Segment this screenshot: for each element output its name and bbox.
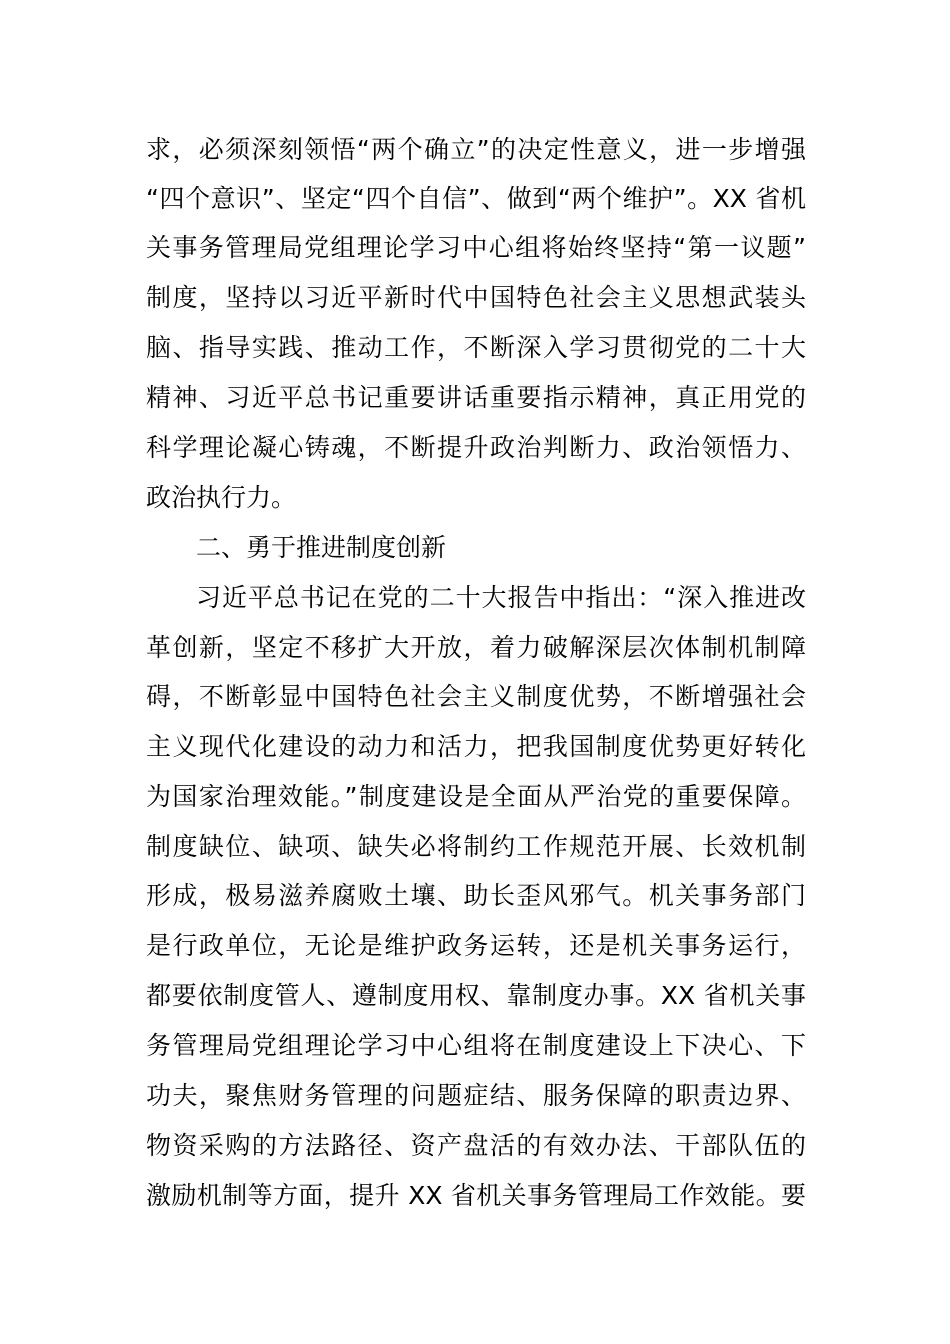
paragraph-line: 务管理局党组理论学习中心组将在制度建设上下决心、下 (146, 1031, 806, 1060)
paragraph-line: 物资采购的方法路径、资产盘活的有效办法、干部队伍的 (146, 1131, 806, 1160)
paragraph-line: 习近平总书记在党的二十大报告中指出：“深入推进改 (196, 583, 806, 612)
paragraph-line: 为国家治理效能。”制度建设是全面从严治党的重要保障。 (146, 782, 806, 811)
paragraph-line: 功夫，聚焦财务管理的问题症结、服务保障的职责边界、 (146, 1081, 806, 1110)
paragraph-line: 主义现代化建设的动力和活力，把我国制度优势更好转化 (146, 732, 806, 761)
section-heading: 二、勇于推进制度创新 (196, 533, 447, 562)
paragraph-line: 制度，坚持以习近平新时代中国特色社会主义思想武装头 (146, 283, 806, 312)
paragraph-line: 碍，不断彰显中国特色社会主义制度优势，不断增强社会 (146, 682, 806, 711)
paragraph-line: 激励机制等方面，提升 XX 省机关事务管理局工作效能。要 (146, 1181, 806, 1210)
paragraph-line: 科学理论凝心铸魂，不断提升政治判断力、政治领悟力、 (146, 433, 806, 462)
paragraph-line: 关事务管理局党组理论学习中心组将始终坚持“第一议题” (146, 233, 806, 262)
paragraph-line: 形成，极易滋养腐败土壤、助长歪风邪气。机关事务部门 (146, 881, 806, 910)
paragraph-line: 精神、习近平总书记重要讲话重要指示精神，真正用党的 (146, 383, 806, 412)
paragraph-line: 政治执行力。 (146, 483, 297, 512)
paragraph-line: 是行政单位，无论是维护政务运转，还是机关事务运行， (146, 931, 806, 960)
paragraph-line: 都要依制度管人、遵制度用权、靠制度办事。XX 省机关事 (146, 981, 806, 1010)
paragraph-line: 革创新，坚定不移扩大开放，着力破解深层次体制机制障 (146, 633, 806, 662)
paragraph-line: “四个意识”、坚定“四个自信”、做到“两个维护”。XX 省机 (146, 184, 806, 213)
paragraph-line: 求，必须深刻领悟“两个确立”的决定性意义，进一步增强 (146, 135, 806, 164)
paragraph-line: 脑、指导实践、推动工作，不断深入学习贯彻党的二十大 (146, 333, 806, 362)
paragraph-line: 制度缺位、缺项、缺失必将制约工作规范开展、长效机制 (146, 832, 806, 861)
